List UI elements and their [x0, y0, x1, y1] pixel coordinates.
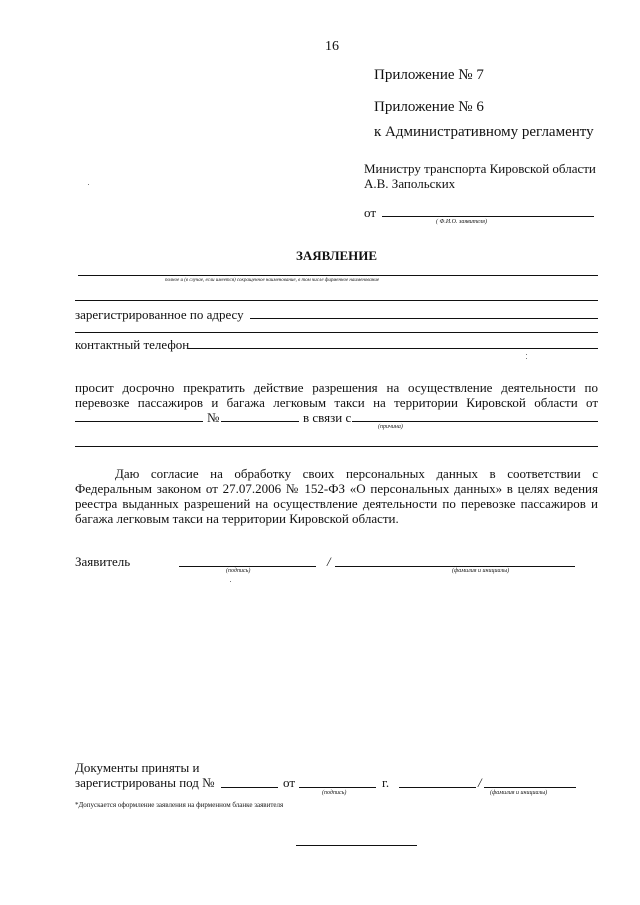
reason-caption: (причина)	[378, 424, 403, 430]
request-line-2: перевозке пассажиров и багажа легковым такси на территории Кировской области от	[75, 395, 598, 410]
applicant-name-signature-caption: (фамилия и инициалы)	[452, 568, 510, 574]
bottom-separator	[296, 845, 417, 846]
appendix-7-label: Приложение № 7	[374, 67, 484, 83]
page-number: 16	[325, 39, 339, 54]
address-line-2[interactable]	[75, 332, 598, 333]
applicant-label: Заявитель	[75, 554, 131, 569]
addressee-line-2: А.В. Запольских	[364, 176, 456, 191]
permit-date-line[interactable]	[75, 421, 203, 422]
from-label: от	[364, 205, 377, 220]
applicant-signature-line[interactable]	[179, 566, 316, 567]
reason-line[interactable]	[352, 421, 598, 422]
consent-line-1: Даю согласие на обработку своих персональных данных в соответствии с	[115, 466, 598, 481]
applicant-name-line[interactable]	[78, 275, 598, 276]
address-line[interactable]	[250, 318, 598, 319]
addressee-line-1: Министру транспорта Кировской области	[364, 161, 596, 176]
consent-line-3: реестра выданных разрешений на осуществление деятельности по перевозке пассажиров и	[75, 496, 598, 511]
phone-label: контактный телефон	[75, 337, 190, 352]
permit-number-label: №	[207, 410, 220, 425]
permit-number-line[interactable]	[221, 421, 299, 422]
footnote: *Допускается оформление заявления на фирменном бланке заявителя	[75, 801, 284, 809]
request-line-1: просит досрочно прекратить действие разрешения на осуществление деятельности по	[75, 380, 598, 395]
accepted-slash: /	[478, 775, 482, 790]
accepted-signature-caption: (подпись)	[322, 790, 347, 796]
consent-line-4: багажа легковым такси на территории Кировской области.	[75, 511, 399, 526]
consent-line-2: Федеральным законом от 27.07.2006 № 152-ФЗ «О персональных данных» в целях ведения	[75, 481, 598, 496]
accepted-name-caption: (фамилия и инициалы)	[490, 790, 548, 796]
applicant-name-caption: полное и (в случае, если имеется) сокращенное наименование, в том числе фирменное наименование	[165, 278, 380, 283]
regulation-label: к Административному регламенту	[374, 124, 594, 140]
applicant-slash: /	[327, 554, 331, 569]
registration-number-line[interactable]	[221, 787, 278, 788]
accepted-name-line[interactable]	[484, 787, 576, 788]
registration-date-line[interactable]	[299, 787, 376, 788]
accepted-from-label: от	[283, 775, 296, 790]
applicant-signature-caption: (подпись)	[226, 568, 251, 574]
from-caption: ( Ф.И.О. заявителя)	[436, 219, 487, 225]
address-label: зарегистрированное по адресу	[75, 307, 244, 322]
applicant-name-line-2[interactable]	[75, 300, 598, 301]
phone-line[interactable]	[188, 348, 598, 349]
reason-label: в связи с	[303, 410, 352, 425]
accepted-signature-line[interactable]	[399, 787, 476, 788]
appendix-6-label: Приложение № 6	[374, 99, 484, 115]
accepted-line-1: Документы приняты и	[75, 760, 200, 775]
year-label: г.	[382, 775, 390, 790]
accepted-line-2: зарегистрированы под №	[75, 775, 215, 790]
document-title: ЗАЯВЛЕНИЕ	[296, 248, 378, 263]
reason-line-2[interactable]	[75, 446, 598, 447]
applicant-name-signature-line[interactable]	[335, 566, 575, 567]
from-name-line[interactable]	[382, 216, 594, 217]
